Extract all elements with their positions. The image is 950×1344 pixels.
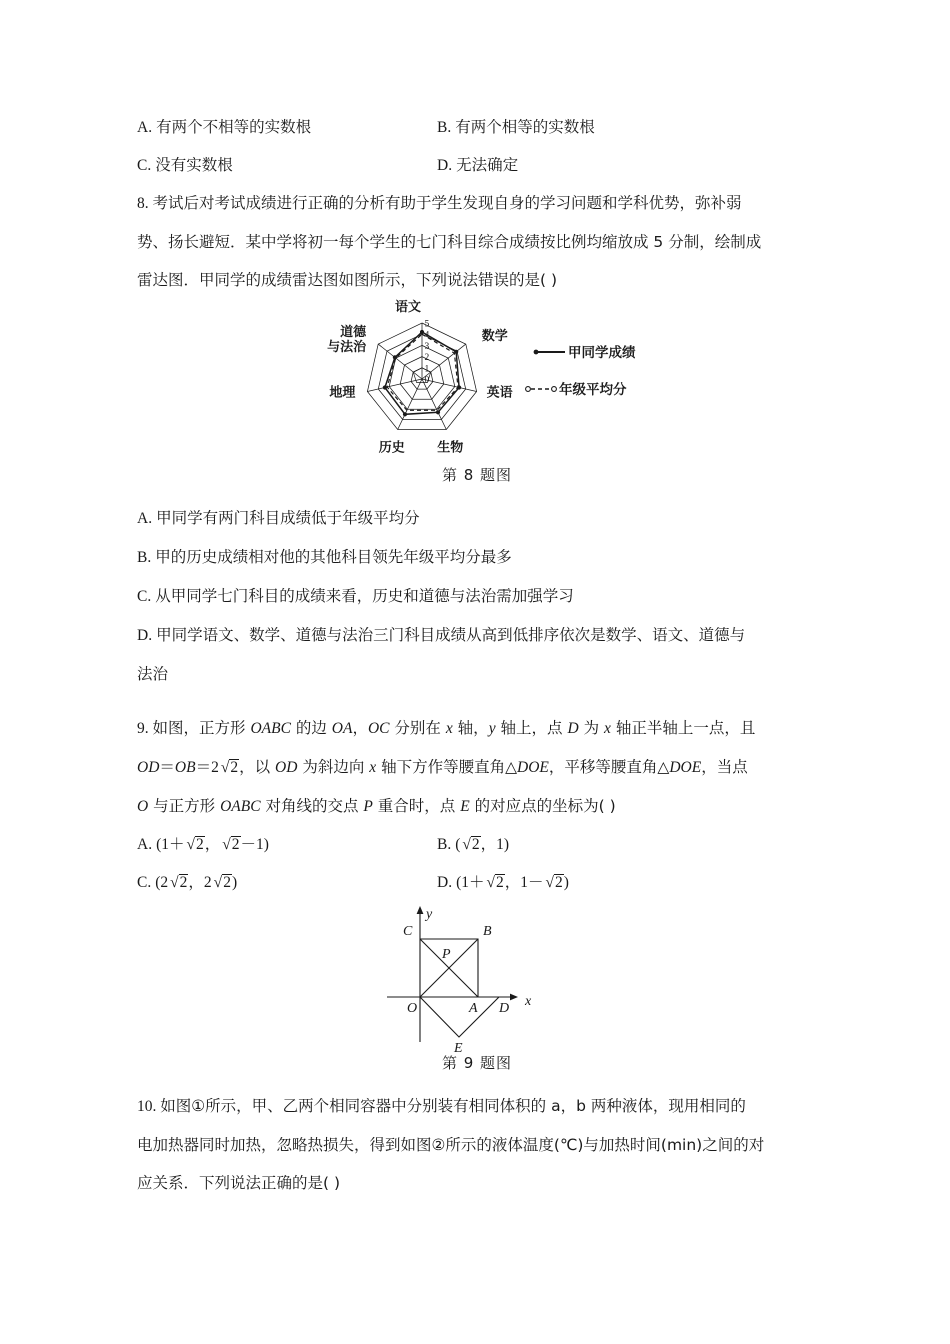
q8-number: 8. [137,195,149,212]
radar-data-point [454,350,458,354]
q10-stem-text-1: 如图①所示，甲、乙两个相同容器中分别装有相同体积的 a，b 两种液体，现用相同的 [160,1097,746,1115]
q9-s1b: 的边 [290,719,332,737]
geometry-diagram [137,902,817,1052]
q8-option-a-text: 甲同学有两门科目成绩低于年级平均分 [156,509,420,527]
q8-option-d-label: D. [137,627,153,644]
q9-s1-x: x [445,720,453,737]
axis-label-y: y [426,907,433,922]
q9-option-d-text: (1＋ √2，1－ √2) [456,874,569,891]
q9-s1e: 轴， [452,719,489,737]
point-label-C: C [403,924,413,939]
q7-option-row-ab [137,108,817,146]
q9-s1-D: D [567,720,579,737]
q8-option-d-continued: 法治 [137,665,169,683]
q9-option-b-label: B. [437,836,452,853]
q9-stem-line-3: O 与正方形 OABC 对角线的交点 P 重合时，点 E 的对应点的坐标为( ) [137,797,616,815]
q9-option-c-label: C. [137,874,152,891]
radar-data-point [383,385,387,389]
q7-option-b-label: B. [437,119,452,136]
q8-option-b [137,538,817,577]
q9-s1d: 分别在 [389,719,446,737]
point-label-A: A [469,1001,478,1016]
q8-option-a-label: A. [137,510,153,527]
radar-category-label: 英语 [486,385,513,401]
radar-data-point [457,385,461,389]
q9-s1-oa: OA [331,720,353,737]
q9-option-a-text: (1＋ √2， √2－1) [156,836,269,853]
q10-number: 10. [137,1098,157,1115]
q8-stem-line-2: 势、扬长避短．某中学将初一每个学生的七门科目综合成绩按比例均缩放成 5 分制，绘制成 [137,233,762,251]
q7-option-c-label: C. [137,157,152,174]
point-label-E: E [454,1041,463,1054]
q8-option-c-text: 从甲同学七门科目的成绩来看，历史和道德与法治需加强学习 [155,587,574,605]
x-axis-arrow [510,994,518,1001]
q9-s1h: 轴正半轴上一点，且 [610,719,756,737]
q9-number: 9. [137,720,149,737]
q9-option-b-text: ( √2，1) [455,836,510,853]
radar-category-label: 地理 [329,385,356,401]
point-label-P: P [442,947,451,962]
q9-option-row-ab [137,826,817,864]
q10-stem [137,1087,817,1202]
point-label-B: B [483,924,492,939]
axis-label-x: x [525,994,532,1009]
q9-stem-line-2: OD＝OB＝2 √2，以 OD 为斜边向 x 轴下方作等腰直角△DOE，平移等腰直角△DOE，当点 [137,758,748,776]
q9-option-c [137,864,237,902]
q9-s1a: 如图，正方形 [152,719,251,737]
q9-s1-oc: OC [367,720,390,737]
q7-option-a-text: 有两个不相等的实数根 [156,118,312,136]
q7-option-b [437,108,595,147]
radar-tick-label: 1 [424,364,430,375]
legend-label-student: 甲同学成绩 [568,345,636,361]
q9-option-d-label: D. [437,874,453,891]
point-label-O: O [407,1001,418,1016]
q7-option-c [137,146,233,185]
legend-dashed-marker-right [552,387,557,392]
radar-tick-label: 5 [424,319,430,330]
q9-option-a [137,826,269,864]
radar-category-label: 语文 [394,300,422,315]
q8-option-c-label: C. [137,588,152,605]
q9-s1-x2: x [604,720,611,737]
radar-category-label: 生物 [437,440,464,456]
legend-dashed-marker-left [526,387,531,392]
q7-option-d-label: D. [437,157,453,174]
q9-stem-line-1 [137,709,817,748]
geometry-diagram-svg [137,902,817,1054]
q8-option-a [137,499,817,538]
q9-figure-caption: 第 9 题图 [441,1054,513,1072]
radar-tick-label: 2 [424,353,430,364]
q9-stem [137,709,817,826]
q9-option-d [437,864,569,902]
q9-s1-y: y [488,720,496,737]
q9-s1-oabc: OABC [250,720,291,737]
q8-stem-text-1: 考试后对考试成绩进行正确的分析有助于学生发现自身的学习问题和学科优势，弥补弱 [152,194,742,212]
radar-category-label: 历史 [378,440,405,456]
page-content [137,108,817,1202]
radar-data-point [420,330,424,334]
q9-figure [137,902,817,1073]
radar-tick-label: 3 [424,341,430,352]
q8-option-b-text: 甲的历史成绩相对他的其他科目领先年级平均分最多 [155,548,512,566]
q10-stem-line-3: 应关系．下列说法正确的是( ) [137,1174,341,1192]
q9-s1c: ， [352,719,368,737]
radar-chart-svg [137,299,817,467]
legend-label-average: 年级平均分 [559,382,627,398]
q8-option-d [137,616,817,655]
q8-figure-caption: 第 8 题图 [441,466,513,484]
radar-category-label: 数学 [481,329,508,345]
q9-s1f: 轴上，点 [495,719,568,737]
y-axis-arrow [417,906,424,914]
radar-category-label: 道德 [340,325,367,341]
radar-data-point [403,412,407,416]
q8-figure [137,299,817,485]
q7-option-row-cd [137,146,817,184]
q8-stem-line-3: 雷达图．甲同学的成绩雷达图如图所示，下列说法错误的是( ) [137,271,558,289]
radar-tick-label: 0 [424,375,430,386]
q7-option-a-label: A. [137,119,153,136]
q10-stem-line-1 [137,1087,817,1126]
triangle-doe [420,997,499,1037]
radar-data-point [436,410,440,414]
radar-legend [526,344,636,398]
q8-stem [137,184,817,299]
q7-option-d-text: 无法确定 [456,156,519,174]
q7-option-a [137,108,311,147]
radar-data-point [393,355,397,359]
q9-option-c-text: (2 √2，2 √2) [155,874,238,891]
q7-option-b-text: 有两个相等的实数根 [455,118,595,136]
radar-category-label: 与法治 [327,340,367,356]
q9-option-row-cd [137,864,817,902]
q9-s1g: 为 [578,719,604,737]
q9-option-b [437,826,509,864]
q7-option-d [437,146,518,185]
q10-stem-line-2: 电加热器同时加热，忽略热损失，得到如图②所示的液体温度(℃)与加热时间(min)之间的对 [137,1136,765,1154]
radar-chart [137,299,817,464]
q8-option-c [137,577,817,616]
q8-option-b-label: B. [137,549,152,566]
q8-option-d-text: 甲同学语文、数学、道德与法治三门科目成绩从高到低排序依次是数学、语文、道德与 [156,626,746,644]
q9-option-a-label: A. [137,836,153,853]
radar-tick-label: 4 [424,330,430,341]
q8-stem-line-1 [137,184,817,223]
point-label-D: D [499,1001,510,1016]
q7-option-c-text: 没有实数根 [155,156,233,174]
